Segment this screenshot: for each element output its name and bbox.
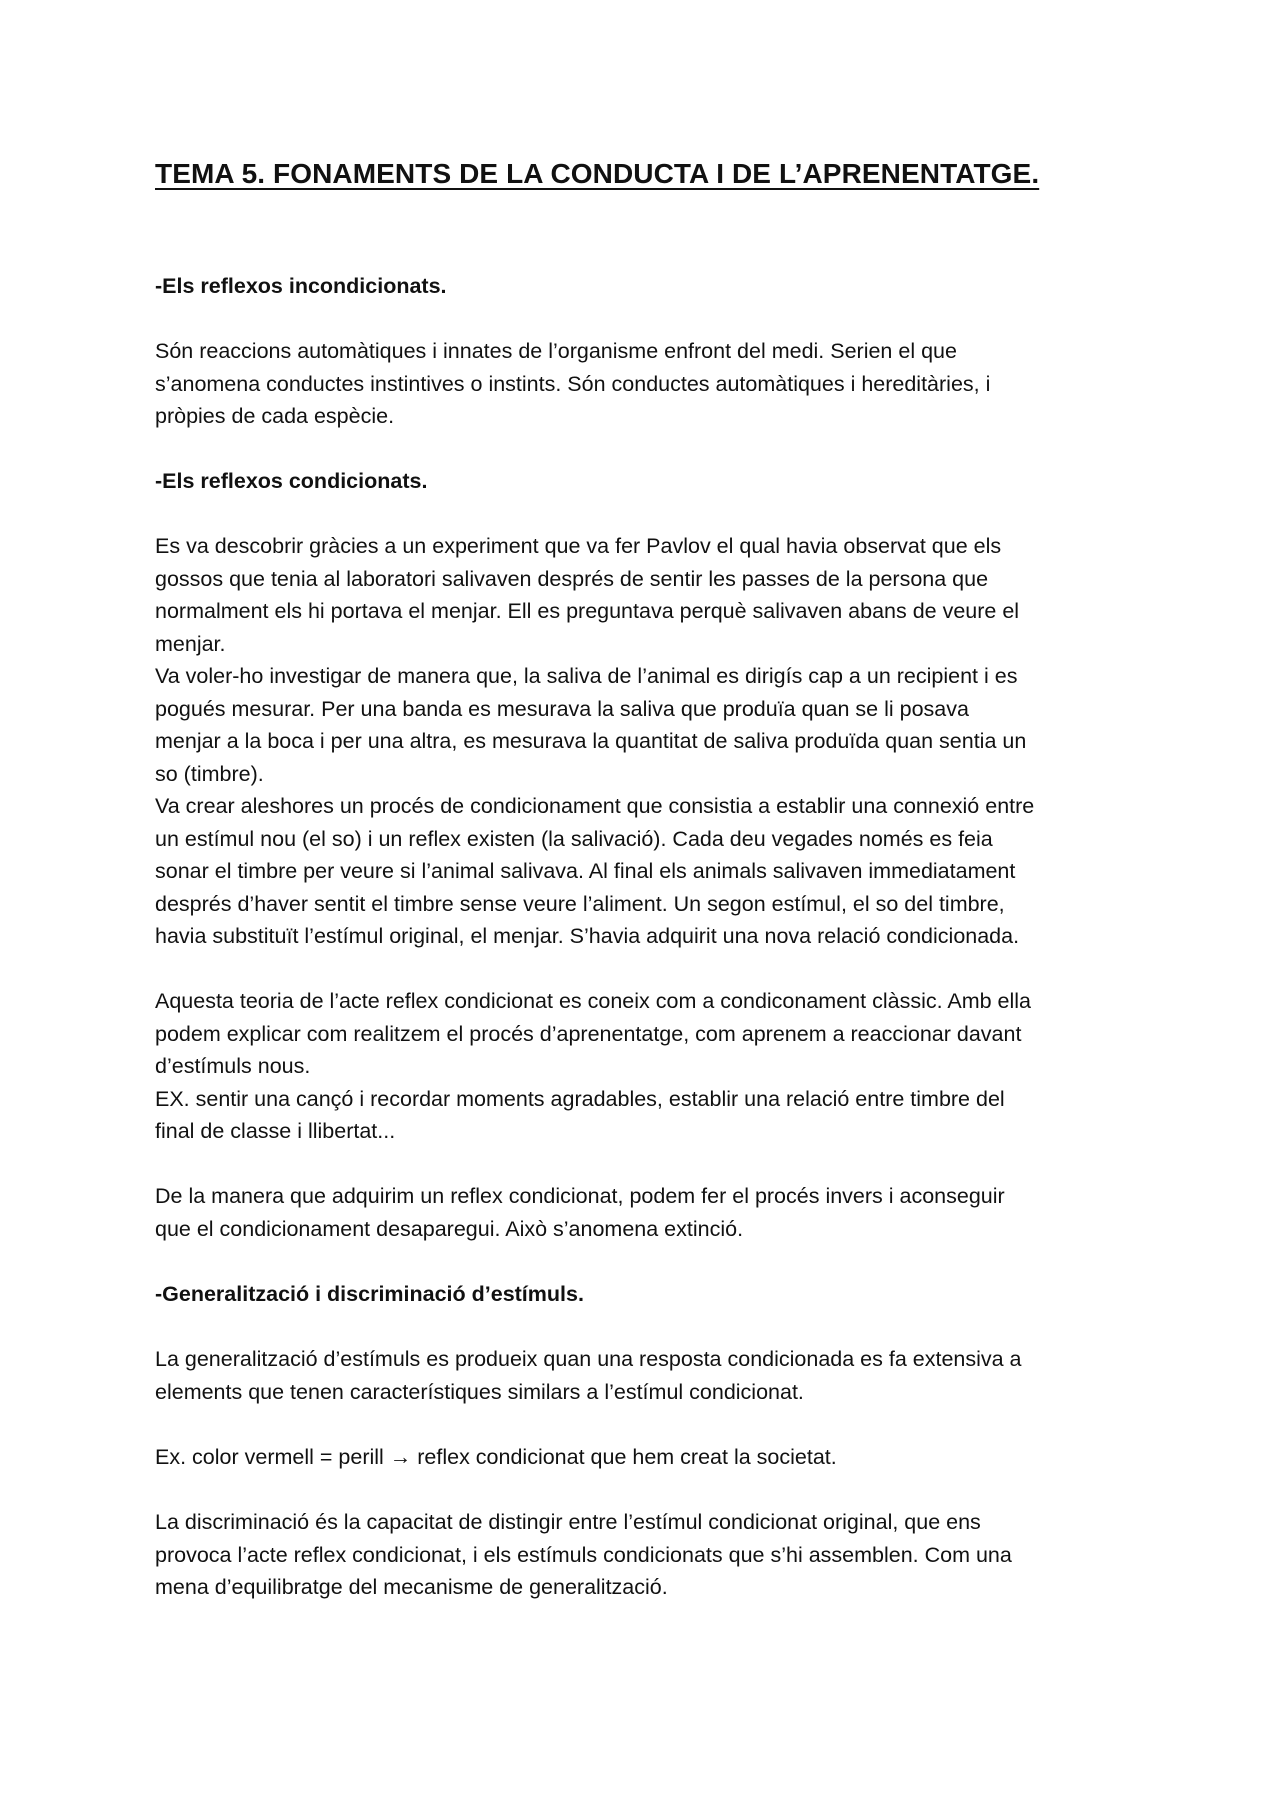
text-line: Són reaccions automàtiques i innates de l’organisme enfront del medi. Serien el que — [155, 339, 957, 363]
text-line: pogués mesurar. Per una banda es mesurava la saliva que produïa quan se li posava — [155, 696, 969, 721]
text-line: so (timbre). — [155, 761, 264, 786]
text-line: Va voler-ho investigar de manera que, la saliva de l’animal es dirigís cap a un recipient i es — [155, 664, 1018, 688]
text-line: normalment els hi portava el menjar. Ell es preguntava perquè salivaven abans de veure el — [155, 599, 1020, 623]
text-line: havia substituït l’estímul original, el menjar. S’havia adquirit una nova relació condicionada. — [155, 924, 1020, 948]
document-title: TEMA 5. FONAMENTS DE LA CONDUCTA I DE L’APRENENTATGE. — [155, 158, 1040, 189]
text-line: menjar a la boca i per una altra, es mesurava la quantitat de saliva produïda quan sentia un — [155, 729, 1027, 753]
text-line: sonar el timbre per veure si l’animal salivava. Al final els animals salivaven immediatament — [155, 859, 1016, 883]
text-line: menjar. — [155, 631, 226, 656]
paragraph-extinction — [155, 1180, 1135, 1245]
text-line: que el condicionament desaparegui. Això s’anomena extinció. — [155, 1216, 744, 1241]
text-line: Ex. color vermell = perill → reflex condicionat que hem creat la societat. — [155, 1445, 837, 1469]
text-line: La discriminació és la capacitat de distingir entre l’estímul condicionat original, que ens — [155, 1510, 981, 1534]
text-line: gossos que tenia al laboratori salivaven després de sentir les passes de la persona que — [155, 566, 989, 591]
paragraph-pavlov-experiment — [155, 530, 1135, 953]
paragraph-unconditioned-reflexes — [155, 335, 1135, 433]
text-line: després d’haver sentit el timbre sense veure l’aliment. Un segon estímul, el so del timbre, — [155, 891, 1005, 916]
text-line: pròpies de cada espècie. — [155, 404, 395, 428]
paragraph-discrimination — [155, 1506, 1135, 1604]
section-heading-unconditioned-reflexes: -Els reflexos incondicionats. — [155, 274, 447, 298]
text-line: Va crear aleshores un procés de condicionament que consistia a establir una connexió entre — [155, 794, 1035, 818]
text-line: EX. sentir una cançó i recordar moments agradables, establir una relació entre timbre del — [155, 1086, 1005, 1111]
text-line: s’anomena conductes instintives o instints. Són conductes automàtiques i hereditàries, i — [155, 371, 991, 396]
text-line: provoca l’acte reflex condicionat, i els estímuls condicionats que s’hi assemblen. Com una — [155, 1542, 1012, 1567]
text-line: Es va descobrir gràcies a un experiment que va fer Pavlov el qual havia observat que els — [155, 534, 1002, 558]
text-line: Aquesta teoria de l’acte reflex condicionat es coneix com a condiconament clàssic. Amb ella — [155, 989, 1031, 1013]
paragraph-classical-conditioning — [155, 985, 1135, 1148]
text-line: un estímul nou (el so) i un reflex existen (la salivació). Cada deu vegades només es feia — [155, 826, 993, 851]
section-heading-generalization: -Generalització i discriminació d’estímuls. — [155, 1282, 584, 1306]
text-line: De la manera que adquirim un reflex condicionat, podem fer el procés invers i aconseguir — [155, 1184, 1005, 1208]
text-line: final de classe i llibertat... — [155, 1119, 396, 1143]
section-heading-conditioned-reflexes: -Els reflexos condicionats. — [155, 469, 428, 493]
text-line: d’estímuls nous. — [155, 1054, 311, 1078]
paragraph-generalization — [155, 1343, 1135, 1408]
paragraph-example-red-color — [155, 1441, 1135, 1474]
text-line: La generalització d’estímuls es produeix quan una resposta condicionada es fa extensiva a — [155, 1347, 1022, 1371]
text-line: podem explicar com realitzem el procés d’aprenentatge, com aprenem a reaccionar davant — [155, 1021, 1022, 1046]
text-line: mena d’equilibratge del mecanisme de generalització. — [155, 1575, 668, 1599]
text-line: elements que tenen característiques similars a l’estímul condicionat. — [155, 1379, 804, 1404]
